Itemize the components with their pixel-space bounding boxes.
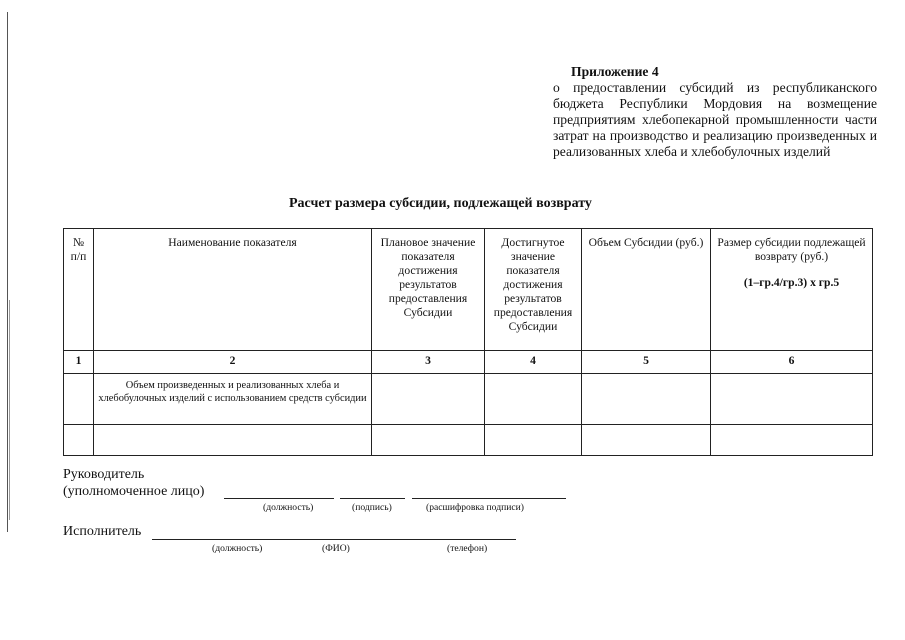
header-planned-value: Плановое значение показателя достижения результатов предоставления Субсидии [372,229,485,351]
table-cell[interactable] [372,374,485,425]
head-decoding-caption: (расшифровка подписи) [426,502,524,513]
header-indicator-name: Наименование показателя [94,229,372,351]
column-number: 3 [372,351,485,374]
column-number: 2 [94,351,372,374]
header-number: № п/п [64,229,94,351]
table-cell[interactable] [94,425,372,456]
table-cell[interactable] [711,374,873,425]
head-signature-line[interactable] [340,498,405,499]
left-margin-line-faint [9,300,10,520]
column-number: 1 [64,351,94,374]
header-achieved-value: Достигнутое значение показателя достижения результатов предоставления Субсидии [485,229,582,351]
executor-line[interactable] [152,539,516,540]
executor-name-caption: (ФИО) [322,543,350,554]
head-signature-caption: (подпись) [352,502,392,513]
head-label: Руководитель [63,467,145,482]
authorized-person-label: (уполномоченное лицо) [63,484,205,499]
table-cell[interactable] [582,425,711,456]
table-row [64,425,873,456]
column-number: 5 [582,351,711,374]
calculation-table [63,228,873,456]
table-cell[interactable] [485,425,582,456]
head-position-caption: (должность) [263,502,314,513]
head-position-line[interactable] [224,498,334,499]
executor-label: Исполнитель [63,524,142,539]
executor-position-caption: (должность) [212,543,263,554]
table-cell[interactable] [372,425,485,456]
annex-title: Приложение 4 [571,64,659,79]
header-refund-label: Размер субсидии подлежащей возврату (руб.) [717,236,866,263]
head-decoding-line[interactable] [412,498,566,499]
table-cell[interactable] [711,425,873,456]
header-refund-amount [711,229,873,351]
table-cell[interactable] [64,425,94,456]
left-margin-line [7,12,8,532]
executor-phone-caption: (телефон) [447,543,488,554]
document-title: Расчет размера субсидии, подлежащей возврату [289,196,592,211]
table-row [64,374,873,425]
header-refund-formula: (1–гр.4/гр.3) x гр.5 [743,276,840,289]
annex-block [553,64,877,160]
column-number-row [64,351,873,374]
header-subsidy-volume: Объем Субсидии (руб.) [582,229,711,351]
column-number: 4 [485,351,582,374]
column-number: 6 [711,351,873,374]
table-cell[interactable] [582,374,711,425]
indicator-name-cell: Объем произведенных и реализованных хлеба и хлебобулочных изделий с использованием средств субсидии [94,374,372,425]
table-cell[interactable] [485,374,582,425]
table-header-row [64,229,873,351]
table-cell[interactable] [64,374,94,425]
annex-text: о предоставлении субсидий из республиканского бюджета Республики Мордовия на возмещение предприятиям хлебопекарной промышленности части затрат на производство и реализацию произведенных и реализованных хлеба и хлебобулочных изделий [553,80,877,159]
